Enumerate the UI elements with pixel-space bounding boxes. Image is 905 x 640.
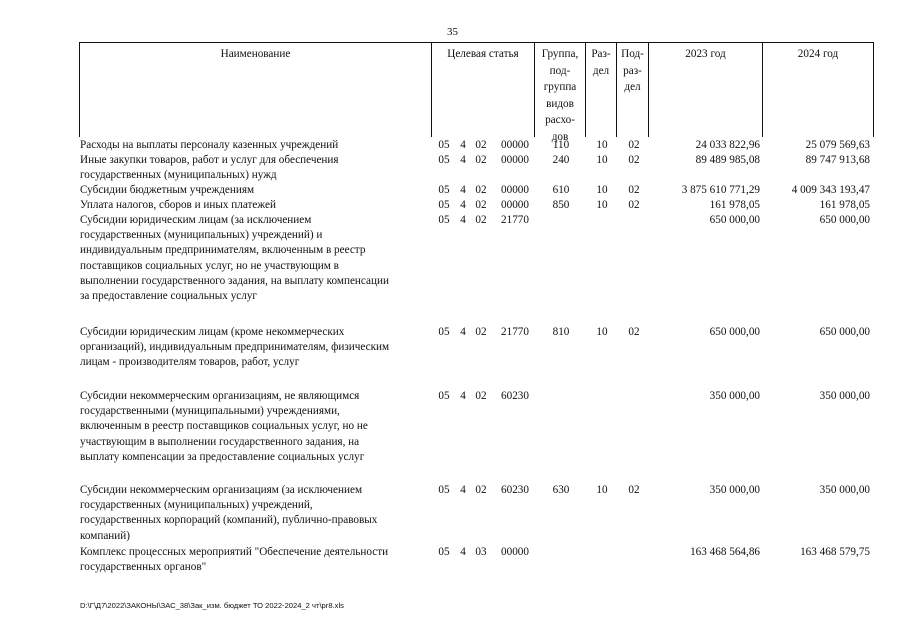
cs-program: 05: [438, 154, 450, 166]
amount-2023: 163 468 564,86: [690, 546, 760, 558]
cs-direction: 00000: [501, 154, 529, 166]
amount-2024: 89 747 913,68: [805, 154, 870, 166]
expense-group: 850: [552, 199, 570, 211]
cs-complex: 02: [475, 484, 487, 496]
cs-type: 4: [460, 199, 466, 211]
cs-program: 05: [438, 326, 450, 338]
cs-program: 05: [438, 390, 450, 402]
cs-type: 4: [460, 484, 466, 496]
amount-2023: 24 033 822,96: [695, 139, 760, 151]
row-name: Иные закупки товаров, работ и услуг для обеспечения государственных (муниципальных) нужд: [80, 154, 339, 182]
amount-2023: 3 875 610 771,29: [681, 184, 760, 196]
cs-direction: 21770: [501, 326, 529, 338]
amount-2024: 650 000,00: [819, 326, 870, 338]
cs-type: 4: [460, 184, 466, 196]
section: 10: [596, 326, 608, 338]
subsection: 02: [628, 184, 640, 196]
row-name: Уплата налогов, сборов и иных платежей: [80, 199, 276, 211]
cs-complex: 02: [475, 214, 487, 226]
page-number: 35: [447, 26, 458, 38]
amount-2024: 4 009 343 193,47: [791, 184, 870, 196]
cs-direction: 60230: [501, 390, 529, 402]
section: 10: [596, 154, 608, 166]
cs-direction: 60230: [501, 484, 529, 496]
cs-type: 4: [460, 214, 466, 226]
cs-program: 05: [438, 139, 450, 151]
expense-group: 630: [552, 484, 570, 496]
expense-group: 240: [552, 154, 570, 166]
row-name: Субсидии некоммерческим организациям (за исключением государственных (муниципальных) учреждений, государственных корпораций (компаний), публично-правовых компаний): [80, 484, 378, 542]
cs-complex: 02: [475, 199, 487, 211]
row-name: Субсидии бюджетным учреждениям: [80, 184, 255, 196]
subsection: 02: [628, 484, 640, 496]
amount-2023: 650 000,00: [709, 326, 760, 338]
amount-2024: 163 468 579,75: [800, 546, 870, 558]
row-name: Субсидии юридическим лицам (кроме некоммерческих организаций), индивидуальным предпринимателям, физическим лицам - производителям товаров, работ, услуг: [80, 326, 390, 369]
header-year-2024: 2024 год: [797, 48, 839, 60]
cs-program: 05: [438, 546, 450, 558]
amount-2024: 25 079 569,63: [805, 139, 870, 151]
amount-2023: 350 000,00: [709, 484, 760, 496]
section: 10: [596, 199, 608, 211]
header-year-2023: 2023 год: [685, 48, 726, 60]
row-name: Субсидии некоммерческим организациям, не являющимся государственными (муниципальными) учреждениями, включенным в реестр поставщиков социальных услуг, но не участвующим в выполнении государственного задания, на выплату компенсации за предоставление социальных услуг: [80, 390, 368, 463]
cs-complex: 02: [475, 184, 487, 196]
cs-direction: 00000: [501, 184, 529, 196]
section: 10: [596, 484, 608, 496]
section: 10: [596, 184, 608, 196]
amount-2024: 350 000,00: [819, 390, 870, 402]
cs-type: 4: [460, 139, 466, 151]
header-name: Наименование: [220, 48, 291, 60]
amount-2023: 650 000,00: [709, 214, 760, 226]
amount-2023: 161 978,05: [709, 199, 760, 211]
expense-group: 810: [552, 326, 570, 338]
cs-complex: 03: [475, 546, 487, 558]
cs-type: 4: [460, 154, 466, 166]
column-divider: [873, 42, 874, 137]
cs-type: 4: [460, 326, 466, 338]
subsection: 02: [628, 139, 640, 151]
amount-2023: 89 489 985,08: [695, 154, 760, 166]
cs-type: 4: [460, 390, 466, 402]
cs-direction: 21770: [501, 214, 529, 226]
file-path-footer: D:\Г\Д7\2022\ЗАКОНЫ\ЗАС_38\Зак_изм. бюджет ТО 2022-2024_2 чт\pr8.xls: [80, 601, 344, 610]
row-name: Расходы на выплаты персоналу казенных учреждений: [80, 139, 339, 151]
header-subsection: Под- раз- дел: [621, 48, 644, 93]
row-name: Субсидии юридическим лицам (за исключением государственных (муниципальных) учреждений) и индивидуальным предпринимателям, включенным в реестр поставщиков социальных услуг, но не участвующим в выполнении государственного задания, на выплату компенсации за предоставление социальных услуг: [80, 214, 389, 303]
subsection: 02: [628, 326, 640, 338]
cs-direction: 00000: [501, 139, 529, 151]
cs-complex: 02: [475, 139, 487, 151]
header-group: Группа, под- группа видов расхо- дов: [541, 48, 579, 143]
section: 10: [596, 139, 608, 151]
cs-program: 05: [438, 199, 450, 211]
header-target-article: Целевая статья: [447, 48, 519, 60]
cs-type: 4: [460, 546, 466, 558]
cs-complex: 02: [475, 390, 487, 402]
amount-2024: 350 000,00: [819, 484, 870, 496]
cs-program: 05: [438, 184, 450, 196]
header-section: Раз- дел: [591, 48, 611, 77]
row-name: Комплекс процессных мероприятий "Обеспечение деятельности государственных органов": [80, 546, 389, 574]
subsection: 02: [628, 154, 640, 166]
amount-2024: 161 978,05: [819, 199, 870, 211]
amount-2023: 350 000,00: [709, 390, 760, 402]
cs-complex: 02: [475, 326, 487, 338]
amount-2024: 650 000,00: [819, 214, 870, 226]
expense-group: 110: [552, 139, 570, 151]
subsection: 02: [628, 199, 640, 211]
cs-direction: 00000: [501, 199, 529, 211]
cs-program: 05: [438, 214, 450, 226]
expense-group: 610: [552, 184, 570, 196]
cs-complex: 02: [475, 154, 487, 166]
cs-program: 05: [438, 484, 450, 496]
cs-direction: 00000: [501, 546, 529, 558]
